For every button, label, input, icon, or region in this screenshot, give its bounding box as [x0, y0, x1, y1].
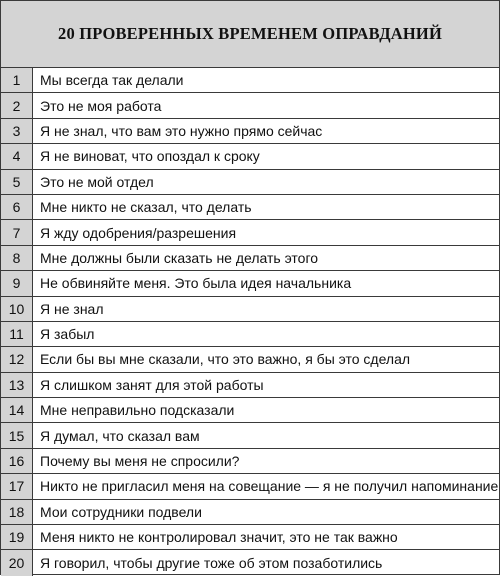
row-text: Мне никто не сказал, что делать: [40, 199, 252, 216]
row-number: 10: [1, 297, 33, 321]
row-number: 4: [1, 144, 33, 168]
table-body: [1, 68, 499, 576]
row-number: 3: [1, 119, 33, 143]
table-row: [1, 550, 499, 575]
row-number: 14: [1, 398, 33, 422]
table-row: [1, 195, 499, 220]
row-number: 8: [1, 246, 33, 270]
row-number: 15: [1, 423, 33, 447]
row-text: Это не мой отдел: [40, 173, 154, 190]
row-number: 18: [1, 500, 33, 524]
row-text: Я думал, что сказал вам: [40, 427, 200, 444]
row-text: Почему вы меня не спросили?: [40, 453, 240, 470]
row-text: Никто не пригласил меня на совещание — я не получил напоминание: [40, 478, 499, 495]
row-text: Я не знал: [40, 300, 104, 317]
row-number: 9: [1, 271, 33, 295]
row-number: 11: [1, 322, 33, 346]
row-number: 5: [1, 170, 33, 194]
row-text: Я слишком занят для этой работы: [40, 376, 264, 393]
row-text: Я жду одобрения/разрешения: [40, 224, 237, 241]
table-row: [1, 322, 499, 347]
row-text: Мы всегда так делали: [40, 72, 184, 89]
table-row: [1, 93, 499, 118]
row-text: Не обвиняйте меня. Это была идея начальника: [40, 275, 352, 292]
row-number: 20: [1, 550, 33, 575]
table-row: [1, 398, 499, 423]
table-row: [1, 525, 499, 550]
table-row: [1, 170, 499, 195]
table-row: [1, 500, 499, 525]
table-row: [1, 119, 499, 144]
row-text: Это не моя работа: [40, 97, 162, 114]
row-number: 2: [1, 93, 33, 117]
table-row: [1, 68, 499, 93]
table-row: [1, 347, 499, 372]
row-text: Меня никто не контролировал значит, это не так важно: [40, 529, 398, 546]
row-number: 13: [1, 373, 33, 397]
table-row: [1, 449, 499, 474]
row-text: Я не знал, что вам это нужно прямо сейчас: [40, 122, 323, 139]
row-number: 12: [1, 347, 33, 371]
table-row: [1, 220, 499, 245]
table-row: [1, 423, 499, 448]
row-number: 17: [1, 474, 33, 498]
table-row: [1, 271, 499, 296]
row-text: Если бы вы мне сказали, что это важно, я бы это сделал: [40, 351, 411, 368]
row-text: Мои сотрудники подвели: [40, 503, 202, 520]
row-number: 19: [1, 525, 33, 549]
row-number: 1: [1, 68, 33, 92]
row-text: Я забыл: [40, 326, 95, 343]
row-text: Я говорил, чтобы другие тоже об этом позаботились: [40, 555, 383, 572]
row-text: Мне должны были сказать не делать этого: [40, 249, 319, 266]
table-title: 20 ПРОВЕРЕННЫХ ВРЕМЕНЕМ ОПРАВДАНИЙ: [1, 1, 499, 68]
table-row: [1, 246, 499, 271]
table-row: [1, 144, 499, 169]
row-number: 6: [1, 195, 33, 219]
row-number: 16: [1, 449, 33, 473]
table-row: [1, 474, 499, 499]
table-row: [1, 297, 499, 322]
row-text: Я не виноват, что опоздал к сроку: [40, 148, 260, 165]
row-text: Мне неправильно подсказали: [40, 402, 235, 419]
row-number: 7: [1, 220, 33, 244]
table-row: [1, 373, 499, 398]
